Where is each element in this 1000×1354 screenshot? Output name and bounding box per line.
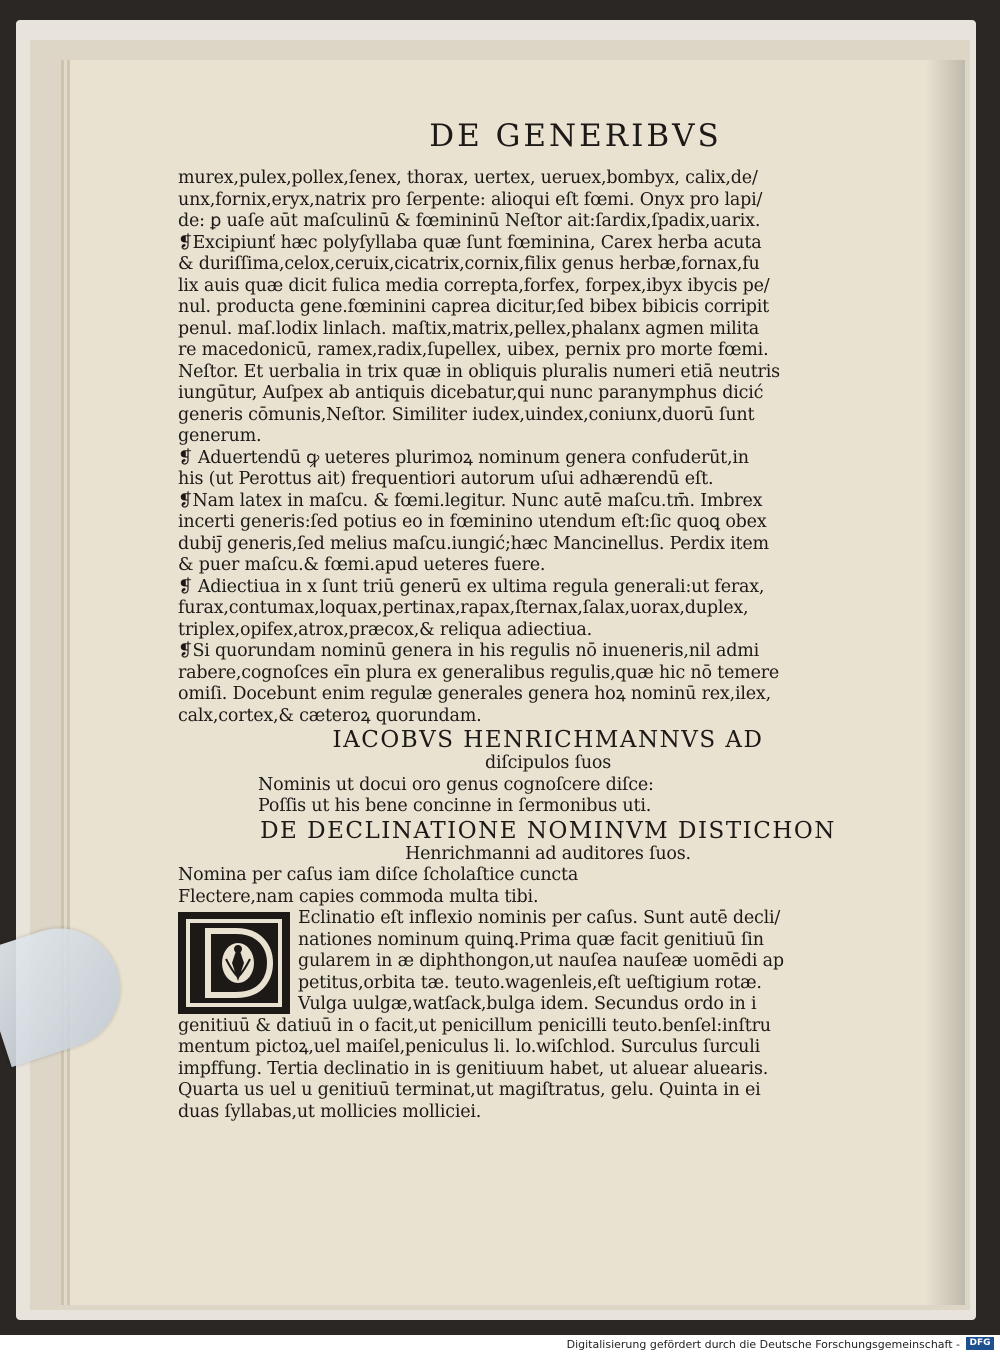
paragraph-6 bbox=[178, 641, 918, 727]
text-line: nationes nominum quinꝗ.Prima quæ facit genitiuū ſin bbox=[298, 929, 764, 950]
text-line: lix auis quæ dicit fulica media correpta,forfex, forpex,ibyx ibycis pe/ bbox=[178, 275, 770, 296]
text-line: unx,fornix,eryx,natrix pro ſerpente: alioqui eſt fœmi. Onyx pro lapi/ bbox=[178, 189, 763, 210]
text-line: dubiȷ̄ generis,ſed melius maſcu.iungić;hæc Mancinellus. Perdix item bbox=[178, 533, 769, 554]
text-line: triplex,opifex,atrox,præcox,& reliqua adiectiua. bbox=[178, 619, 592, 640]
paragraph-2 bbox=[178, 233, 918, 448]
text-line: petitus,orbita tæ. teuto.wagenleis,eſt ueſtigium rotæ. bbox=[298, 972, 762, 993]
paragraph-4 bbox=[178, 491, 918, 577]
page-text bbox=[178, 118, 918, 1123]
declension-paragraph bbox=[178, 908, 918, 1123]
text-line: Vulga uulgæ,watſack,bulga idem. Secundus ordo in i bbox=[298, 994, 757, 1014]
poem-2-heading: DE DECLINATIONE NOMINVM DISTICHON bbox=[260, 817, 836, 844]
text-line: de: ꝑ uaſe aūt maſculinū & fœmininū Neſtor ait:ſardix,ſpadix,uarix. bbox=[178, 211, 761, 231]
text-line: & puer maſcu.& fœmi.apud ueteres fuere. bbox=[178, 555, 546, 575]
text-line: ❡ Adiectiua in x ſunt triū generū ex ultima regula generali:ut ferax, bbox=[178, 576, 765, 597]
text-line: penul. maſ.lodix linlach. maſtix,matrix,pellex,phalanx agmen milita bbox=[178, 318, 760, 339]
text-line: ❡Nam latex in maſcu. & fœmi.legitur. Nunc autē maſcu.tm̄. Imbrex bbox=[178, 490, 763, 511]
text-line: Eclinatio eſt inflexio nominis per caſus. Sunt autē decli/ bbox=[298, 908, 781, 928]
text-line: Neſtor. Et uerbalia in trix quæ in obliquis pluralis numeri etiā neutris bbox=[178, 361, 780, 382]
decorated-initial-d-icon bbox=[178, 912, 290, 1014]
poem-2 bbox=[178, 865, 918, 908]
text-line: ❡ Aduertendū ꝙ ueteres plurimoꝝ nominum genera confuderūt,in bbox=[178, 447, 749, 468]
text-line: Quarta us uel u genitiuū terminat,ut magiſtratus, gelu. Quinta in ei bbox=[178, 1080, 761, 1100]
text-line: nul. producta gene.fœminini caprea dicitur,ſed bibex bibicis corripit bbox=[178, 297, 769, 317]
paragraph-3 bbox=[178, 448, 918, 491]
text-line: gularem in æ diphthongon,ut nauſea nauſeæ uomēdi ap bbox=[298, 951, 784, 971]
verse-line: Poſſis ut his bene concinne in ſermonibus uti. bbox=[258, 796, 652, 816]
paragraph-1 bbox=[178, 168, 918, 233]
running-head: DE GENERIBVS bbox=[429, 118, 722, 154]
poem-1-subheading: diſcipulos ſuos bbox=[484, 753, 612, 773]
text-line: furax,contumax,loquax,pertinax,rapax,ſternax,ſalax,uorax,duplex, bbox=[178, 598, 749, 618]
text-line: ❡Si quorundam nominū genera in his regulis nō inueneris,nil admi bbox=[178, 641, 759, 661]
verse-line: Nominis ut docui oro genus cognoſcere diſce: bbox=[258, 774, 654, 795]
text-line: generum. bbox=[178, 426, 262, 446]
text-line: & duriſſima,celox,ceruix,cicatrix,cornix,filix genus herbæ,fornax,fu bbox=[178, 254, 760, 274]
text-line: iungūtur, Auſpex ab antiquis dicebatur,qui nunc paranymphus dicić bbox=[178, 383, 764, 403]
text-line: incerti generis:ſed potius eo in fœminino utendum eſt:ſic quoꝗ obex bbox=[178, 512, 767, 532]
text-line: murex,pulex,pollex,ſenex, thorax, uertex, ueruex,bombyx, calix,de/ bbox=[178, 168, 758, 188]
text-line: his (ut Perottus ait) frequentiori autorum uſui adhærendū eſt. bbox=[178, 469, 714, 489]
text-line: mentum pictoꝝ,uel maiſel,peniculus li. lo.wiſchlod. Surculus ſurculi bbox=[178, 1037, 761, 1057]
funding-notice: Digitalisierung gefördert durch die Deutsche Forschungsgemeinschaft - bbox=[566, 1338, 960, 1351]
dfg-logo-icon: DFG bbox=[966, 1337, 994, 1350]
text-line: re macedonicū, ramex,radix,ſupellex, uibex, pernix pro morte fœmi. bbox=[178, 340, 769, 360]
text-line: duas ſyllabas,ut mollicies molliciei. bbox=[178, 1101, 482, 1122]
verse-line: Nomina per caſus iam diſce ſcholaſtice cuncta bbox=[178, 865, 579, 885]
paragraph-5 bbox=[178, 577, 918, 642]
text-line: omiſi. Docebunt enim regulæ generales genera hoꝝ nominū rex,ilex, bbox=[178, 684, 771, 704]
spine-shadow bbox=[925, 60, 965, 1305]
poem-2-subheading: Henrichmanni ad auditores ſuos. bbox=[405, 843, 691, 864]
text-line: generis cōmunis,Neſtor. Similiter iudex,uindex,coniunx,duorū ſunt bbox=[178, 404, 755, 425]
text-line: impffung. Tertia declinatio in is genitiuum habet, ut aluear aluearis. bbox=[178, 1058, 769, 1079]
footer-bar bbox=[0, 1335, 1000, 1354]
text-line: rabere,cognoſces eīn plura ex generalibus regulis,quæ hic nō temere bbox=[178, 662, 780, 683]
text-line: ❡Excipiunť hæc polyſyllaba quæ ſunt fœminina, Carex herba acuta bbox=[178, 232, 762, 253]
text-line: calx,cortex,& cæteroꝝ quorundam. bbox=[178, 705, 482, 726]
verse-line: Flectere,nam capies commoda multa tibi. bbox=[178, 886, 539, 907]
text-line: genitiuū & datiuū in o facit,ut penicillum penicilli teuto.benſel:inſtru bbox=[178, 1015, 771, 1036]
poem-1-heading: IACOBVS HENRICHMANNVS AD bbox=[332, 727, 764, 753]
poem-1 bbox=[258, 775, 918, 818]
